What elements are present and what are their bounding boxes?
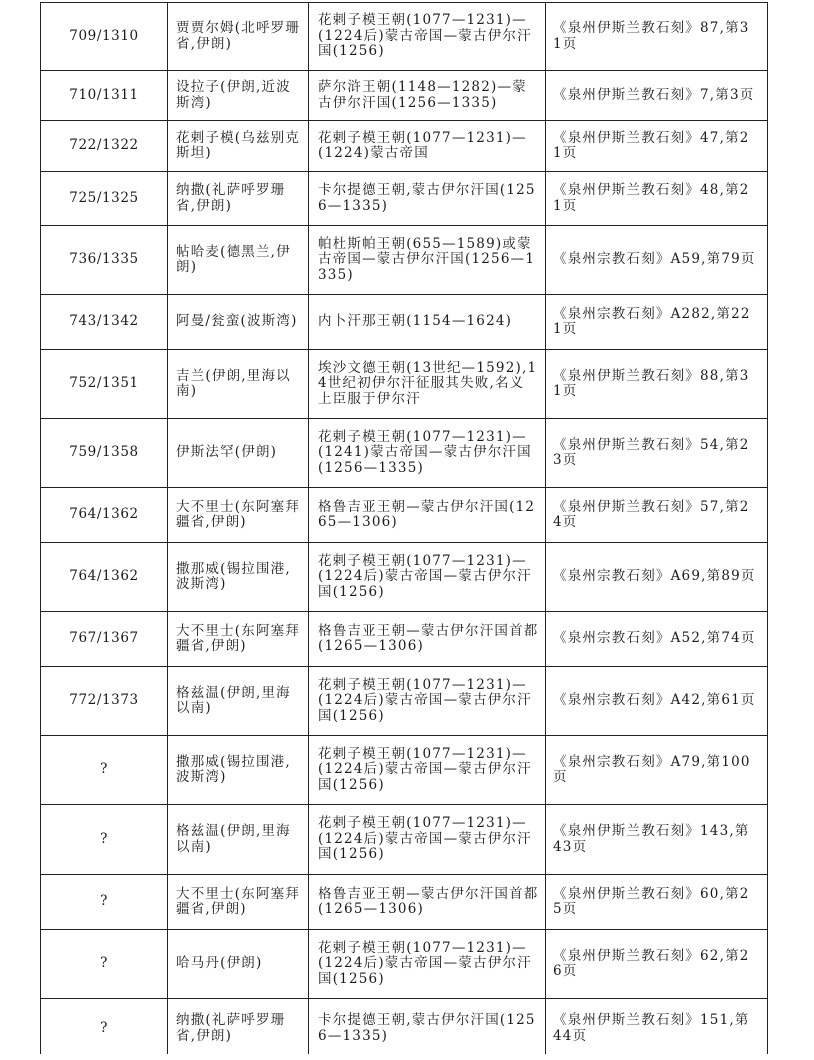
dynasty-cell: 卡尔提德王朝,蒙古伊尔汗国(1256—1335) <box>309 172 546 226</box>
dynasty-cell: 萨尔浒王朝(1148—1282)—蒙古伊尔汗国(1256—1335) <box>309 71 546 121</box>
date-cell: ? <box>41 930 168 999</box>
origin-place-cell: 伊斯法罕(伊朗) <box>168 419 309 488</box>
origin-place-cell: 大不里士(东阿塞拜疆省,伊朗) <box>168 875 309 930</box>
origin-place-cell: 大不里士(东阿塞拜疆省,伊朗) <box>168 612 309 667</box>
origin-place-cell: 花剌子模(乌兹别克斯坦) <box>168 121 309 172</box>
table-row <box>41 667 768 736</box>
table-row <box>41 172 768 226</box>
origin-place-cell: 纳撒(礼萨呼罗珊省,伊朗) <box>168 172 309 226</box>
date-cell: ? <box>41 736 168 805</box>
dynasty-cell: 花剌子模王朝(1077—1231)—(1224)蒙古帝国 <box>309 121 546 172</box>
dynasty-cell: 格鲁吉亚王朝—蒙古伊尔汗国(1265—1306) <box>309 488 546 543</box>
source-cell: 《泉州伊斯兰教石刻》87,第31页 <box>546 3 768 71</box>
table-row <box>41 999 768 1059</box>
table-body <box>41 3 768 1059</box>
source-cell: 《泉州宗教石刻》A79,第100页 <box>546 736 768 805</box>
origin-place-cell: 贾贾尔姆(北呼罗珊省,伊朗) <box>168 3 309 71</box>
date-cell: ? <box>41 999 168 1059</box>
source-cell: 《泉州伊斯兰教石刻》88,第31页 <box>546 350 768 419</box>
inscription-origins-table-container <box>40 2 767 1059</box>
date-cell: 725/1325 <box>41 172 168 226</box>
source-cell: 《泉州伊斯兰教石刻》54,第23页 <box>546 419 768 488</box>
source-cell: 《泉州伊斯兰教石刻》62,第26页 <box>546 930 768 999</box>
date-cell: 752/1351 <box>41 350 168 419</box>
dynasty-cell: 格鲁吉亚王朝—蒙古伊尔汗国首都(1265—1306) <box>309 612 546 667</box>
date-cell: ? <box>41 875 168 930</box>
table-row <box>41 543 768 612</box>
date-cell: 759/1358 <box>41 419 168 488</box>
source-cell: 《泉州伊斯兰教石刻》60,第25页 <box>546 875 768 930</box>
table-row <box>41 805 768 875</box>
date-cell: 743/1342 <box>41 295 168 350</box>
date-cell: 736/1335 <box>41 226 168 295</box>
dynasty-cell: 格鲁吉亚王朝—蒙古伊尔汗国首都(1265—1306) <box>309 875 546 930</box>
source-cell: 《泉州伊斯兰教石刻》48,第21页 <box>546 172 768 226</box>
dynasty-cell: 埃沙文德王朝(13世纪—1592),14世纪初伊尔汗征服其失败,名义上臣服于伊尔汗 <box>309 350 546 419</box>
origin-place-cell: 撒那威(锡拉围港,波斯湾) <box>168 736 309 805</box>
table-row <box>41 612 768 667</box>
dynasty-cell: 卡尔提德王朝,蒙古伊尔汗国(1256—1335) <box>309 999 546 1059</box>
source-cell: 《泉州宗教石刻》A69,第89页 <box>546 543 768 612</box>
origin-place-cell: 帖哈麦(德黑兰,伊朗) <box>168 226 309 295</box>
date-cell: 710/1311 <box>41 71 168 121</box>
dynasty-cell: 花剌子模王朝(1077—1231)—(1224后)蒙古帝国—蒙古伊尔汗国(1256) <box>309 667 546 736</box>
dynasty-cell: 花剌子模王朝(1077—1231)—(1224后)蒙古帝国—蒙古伊尔汗国(1256) <box>309 736 546 805</box>
table-row <box>41 226 768 295</box>
dynasty-cell: 内卜汗那王朝(1154—1624) <box>309 295 546 350</box>
source-cell: 《泉州伊斯兰教石刻》7,第3页 <box>546 71 768 121</box>
origin-place-cell: 阿曼/瓮蛮(波斯湾) <box>168 295 309 350</box>
origin-place-cell: 纳撒(礼萨呼罗珊省,伊朗) <box>168 999 309 1059</box>
date-cell: 764/1362 <box>41 488 168 543</box>
page-cut-edge <box>0 1054 814 1060</box>
table-row <box>41 875 768 930</box>
origin-place-cell: 哈马丹(伊朗) <box>168 930 309 999</box>
source-cell: 《泉州伊斯兰教石刻》57,第24页 <box>546 488 768 543</box>
date-cell: 764/1362 <box>41 543 168 612</box>
dynasty-cell: 花剌子模王朝(1077—1231)—(1224后)蒙古帝国—蒙古伊尔汗国(1256) <box>309 805 546 875</box>
dynasty-cell: 帕杜斯帕王朝(655—1589)或蒙古帝国—蒙古伊尔汗国(1256—1335) <box>309 226 546 295</box>
date-cell: 767/1367 <box>41 612 168 667</box>
source-cell: 《泉州宗教石刻》A52,第74页 <box>546 612 768 667</box>
table-row <box>41 121 768 172</box>
dynasty-cell: 花剌子模王朝(1077—1231)—(1224后)蒙古帝国—蒙古伊尔汗国(1256) <box>309 543 546 612</box>
inscription-origins-table <box>40 2 768 1059</box>
dynasty-cell: 花剌子模王朝(1077—1231)—(1224后)蒙古帝国—蒙古伊尔汗国(1256) <box>309 930 546 999</box>
origin-place-cell: 设拉子(伊朗,近波斯湾) <box>168 71 309 121</box>
source-cell: 《泉州宗教石刻》A42,第61页 <box>546 667 768 736</box>
origin-place-cell: 撒那威(锡拉围港,波斯湾) <box>168 543 309 612</box>
date-cell: 709/1310 <box>41 3 168 71</box>
source-cell: 《泉州宗教石刻》A282,第221页 <box>546 295 768 350</box>
dynasty-cell: 花剌子模王朝(1077—1231)—(1224后)蒙古帝国—蒙古伊尔汗国(1256) <box>309 3 546 71</box>
date-cell: ? <box>41 805 168 875</box>
table-row <box>41 736 768 805</box>
origin-place-cell: 格兹温(伊朗,里海以南) <box>168 805 309 875</box>
source-cell: 《泉州伊斯兰教石刻》151,第44页 <box>546 999 768 1059</box>
source-cell: 《泉州伊斯兰教石刻》143,第43页 <box>546 805 768 875</box>
source-cell: 《泉州宗教石刻》A59,第79页 <box>546 226 768 295</box>
origin-place-cell: 格兹温(伊朗,里海以南) <box>168 667 309 736</box>
dynasty-cell: 花剌子模王朝(1077—1231)—(1241)蒙古帝国—蒙古伊尔汗国(1256—1335) <box>309 419 546 488</box>
origin-place-cell: 大不里士(东阿塞拜疆省,伊朗) <box>168 488 309 543</box>
table-row <box>41 350 768 419</box>
table-row <box>41 488 768 543</box>
table-row <box>41 419 768 488</box>
table-row <box>41 71 768 121</box>
source-cell: 《泉州伊斯兰教石刻》47,第21页 <box>546 121 768 172</box>
table-row <box>41 3 768 71</box>
table-row <box>41 930 768 999</box>
date-cell: 772/1373 <box>41 667 168 736</box>
date-cell: 722/1322 <box>41 121 168 172</box>
table-row <box>41 295 768 350</box>
origin-place-cell: 吉兰(伊朗,里海以南) <box>168 350 309 419</box>
